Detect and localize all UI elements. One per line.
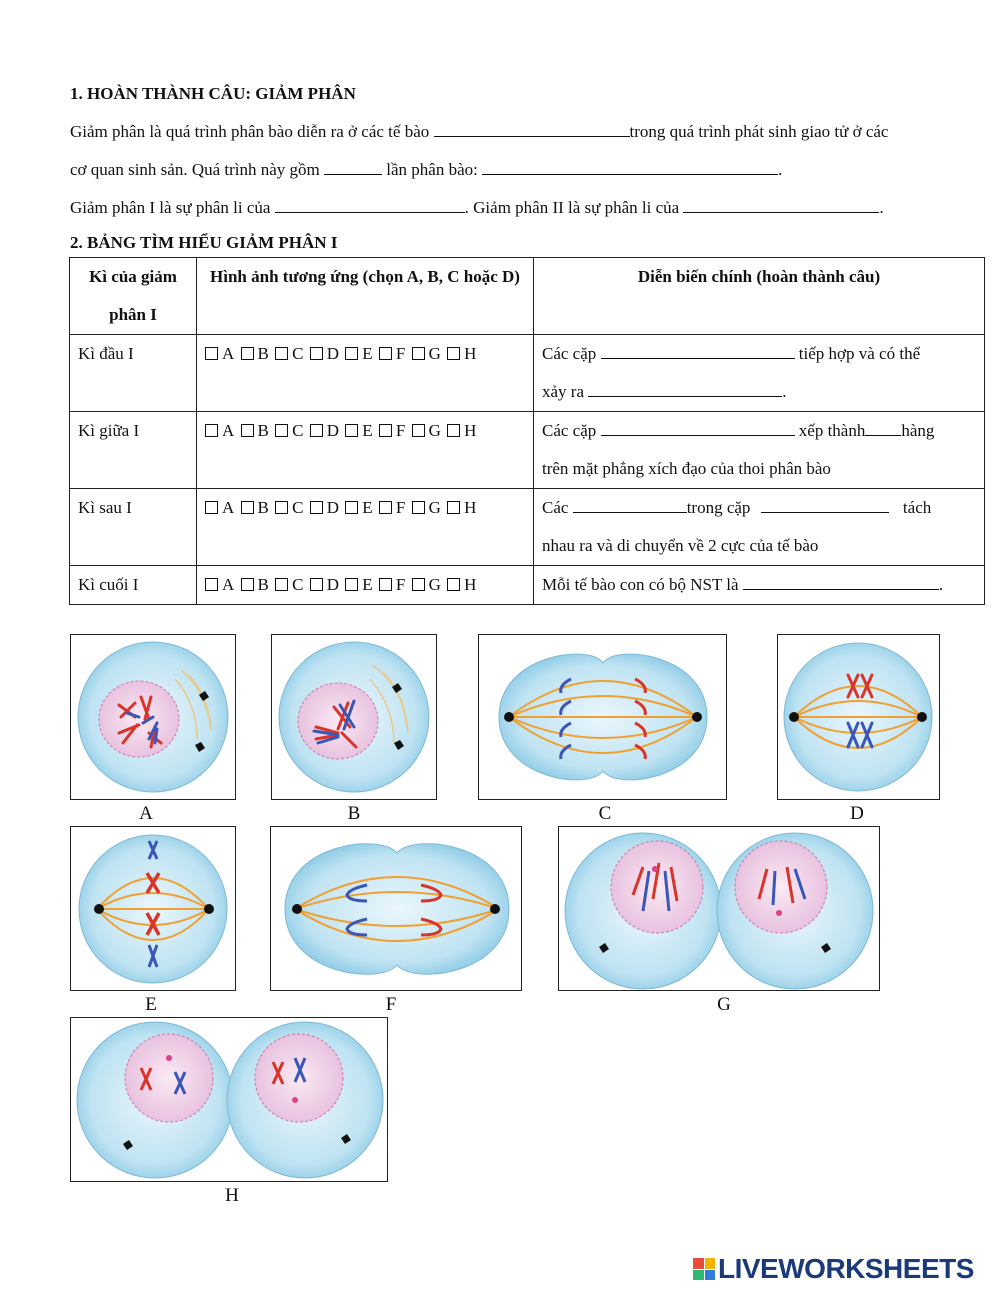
logo-icon [693, 1258, 715, 1280]
description-cell: Các cặp tiếp hợp và có thể xảy ra . [534, 335, 985, 412]
stage-cell: Kì giữa I [70, 412, 197, 489]
table-row [70, 412, 985, 489]
blank-division-count[interactable] [324, 160, 382, 175]
option-F: F [379, 575, 405, 594]
option-group [197, 489, 534, 566]
stage-cell: Kì sau I [70, 489, 197, 566]
checkbox[interactable] [379, 347, 392, 360]
option-C: C [275, 421, 303, 440]
option-B: B [241, 421, 269, 440]
description-cell: Mỗi tế bào con có bộ NST là . [534, 566, 985, 605]
option-C: C [275, 575, 303, 594]
stage-cell: Kì cuối I [70, 566, 197, 605]
option-group [197, 566, 534, 605]
checkbox[interactable] [412, 347, 425, 360]
stage-cell: Kì đầu I [70, 335, 197, 412]
section1-title: 1. HOÀN THÀNH CÂU: GIẢM PHÂN [70, 84, 356, 103]
text: Giảm phân là quá trình phân bào diễn ra ở các tế bào [70, 122, 430, 141]
figure-label-G: G [717, 994, 731, 1015]
option-B: B [241, 344, 269, 363]
checkbox[interactable] [241, 424, 254, 437]
figure-B [271, 634, 437, 800]
figure-label-F: F [385, 994, 397, 1015]
logo-text: LIVEWORKSHEETS [718, 1253, 974, 1284]
figure-A [70, 634, 236, 800]
blank-meiosis1[interactable] [275, 198, 465, 213]
option-D: D [310, 421, 339, 440]
option-H: H [447, 344, 476, 363]
checkbox[interactable] [379, 424, 392, 437]
checkbox[interactable] [310, 347, 323, 360]
header-stage: Kì của giảm phân I [70, 258, 197, 335]
checkbox[interactable] [345, 347, 358, 360]
figure-G [558, 826, 880, 991]
figure-label-A: A [139, 803, 153, 824]
checkbox[interactable] [412, 424, 425, 437]
figure-label-C: C [598, 803, 612, 824]
checkbox[interactable] [447, 578, 460, 591]
checkbox[interactable] [205, 578, 218, 591]
checkbox[interactable] [412, 578, 425, 591]
checkbox[interactable] [379, 578, 392, 591]
checkbox[interactable] [205, 501, 218, 514]
blank[interactable] [601, 344, 795, 359]
option-E: E [345, 498, 372, 517]
table-row [70, 335, 985, 412]
checkbox[interactable] [447, 501, 460, 514]
blank[interactable] [865, 421, 901, 436]
text: trong quá trình phát sinh giao tử ở các [629, 122, 889, 141]
figure-label-B: B [347, 803, 361, 824]
liveworksheets-logo [693, 1254, 974, 1284]
option-group [197, 412, 534, 489]
figure-E [70, 826, 236, 991]
blank[interactable] [573, 498, 687, 513]
checkbox[interactable] [345, 501, 358, 514]
figure-C [478, 634, 727, 800]
option-B: B [241, 498, 269, 517]
option-H: H [447, 575, 476, 594]
checkbox[interactable] [241, 501, 254, 514]
option-group [197, 335, 534, 412]
checkbox[interactable] [275, 578, 288, 591]
checkbox[interactable] [345, 424, 358, 437]
checkbox[interactable] [275, 424, 288, 437]
figure-label-H: H [225, 1185, 239, 1206]
option-E: E [345, 421, 372, 440]
checkbox[interactable] [310, 578, 323, 591]
description-cell: Các trong cặp tách nhau ra và di chuyển về 2 cực của tế bào [534, 489, 985, 566]
option-G: G [412, 344, 441, 363]
table-header-row [70, 258, 985, 335]
blank[interactable] [761, 498, 889, 513]
option-D: D [310, 344, 339, 363]
figure-label-D: D [850, 803, 864, 824]
checkbox[interactable] [447, 424, 460, 437]
option-H: H [447, 421, 476, 440]
option-C: C [275, 498, 303, 517]
figure-D [777, 634, 940, 800]
checkbox[interactable] [275, 347, 288, 360]
text: cơ quan sinh sản. Quá trình này gồm [70, 160, 320, 179]
option-F: F [379, 421, 405, 440]
sentence-2 [70, 160, 782, 180]
table-row [70, 489, 985, 566]
blank-cell-type[interactable] [434, 122, 630, 137]
meiosis-table [69, 257, 985, 605]
option-H: H [447, 498, 476, 517]
checkbox[interactable] [412, 501, 425, 514]
option-D: D [310, 498, 339, 517]
option-F: F [379, 498, 405, 517]
text: lần phân bào: [386, 160, 478, 179]
option-A: A [205, 344, 234, 363]
checkbox[interactable] [241, 578, 254, 591]
option-G: G [412, 421, 441, 440]
option-D: D [310, 575, 339, 594]
section2-title: 2. BẢNG TÌM HIỂU GIẢM PHÂN I [70, 233, 338, 252]
figure-H [70, 1017, 388, 1182]
checkbox[interactable] [310, 501, 323, 514]
checkbox[interactable] [275, 501, 288, 514]
description-cell: Các cặp xếp thành hàng trên mặt phẳng xích đạo của thoi phân bào [534, 412, 985, 489]
checkbox[interactable] [241, 347, 254, 360]
sentence-3 [70, 198, 884, 218]
header-description: Diễn biến chính (hoàn thành câu) [534, 258, 985, 335]
table-row [70, 566, 985, 605]
sentence-1 [70, 122, 888, 142]
figure-label-E: E [145, 994, 157, 1015]
blank[interactable] [601, 421, 795, 436]
checkbox[interactable] [447, 347, 460, 360]
option-F: F [379, 344, 405, 363]
text: Giảm phân I là sự phân li của [70, 198, 271, 217]
checkbox[interactable] [205, 347, 218, 360]
header-image: Hình ảnh tương ứng (chọn A, B, C hoặc D) [197, 258, 534, 335]
text: . [778, 160, 783, 179]
blank-division-names[interactable] [482, 160, 778, 175]
option-A: A [205, 575, 234, 594]
option-E: E [345, 344, 372, 363]
checkbox[interactable] [205, 424, 218, 437]
option-A: A [205, 421, 234, 440]
option-E: E [345, 575, 372, 594]
option-G: G [412, 498, 441, 517]
option-G: G [412, 575, 441, 594]
blank-meiosis2[interactable] [683, 198, 879, 213]
option-A: A [205, 498, 234, 517]
checkbox[interactable] [345, 578, 358, 591]
checkbox[interactable] [379, 501, 392, 514]
option-C: C [275, 344, 303, 363]
text: . Giảm phân II là sự phân li của [464, 198, 680, 217]
blank[interactable] [743, 575, 939, 590]
blank[interactable] [588, 382, 782, 397]
figure-F [270, 826, 522, 991]
checkbox[interactable] [310, 424, 323, 437]
text: . [879, 198, 884, 217]
option-B: B [241, 575, 269, 594]
